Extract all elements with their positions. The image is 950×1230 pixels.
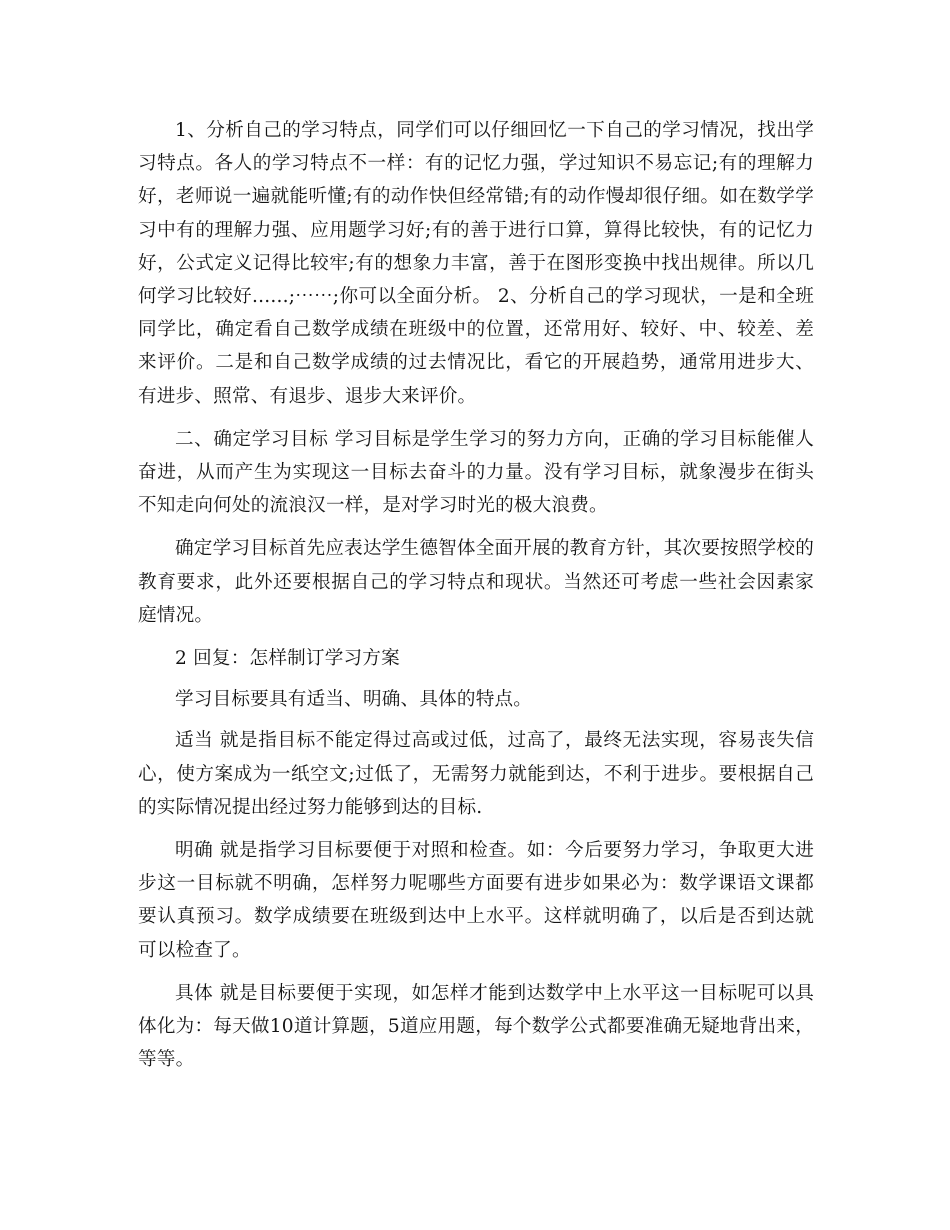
document-body bbox=[138, 114, 814, 1086]
paragraph-set-study-goals: 二、确定学习目标 学习目标是学生学习的努力方向，正确的学习目标能催人奋进，从而产生为实现这一目标去奋斗的力量。没有学习目标，就象漫步在街头不知走向何处的流浪汉一样，是对学习时光的极大浪费。 bbox=[138, 428, 814, 517]
paragraph-reply-heading: 2 回复：怎样制订学习方案 bbox=[175, 648, 400, 670]
paragraph-study-characteristics: 1、分析自己的学习特点，同学们可以仔细回忆一下自己的学习情况，找出学习特点。各人的学习特点不一样：有的记忆力强，学过知识不易忘记;有的理解力好，老师说一遍就能听懂;有的动作快但经常错;有的动作慢却很仔细。如在数学学习中有的理解力强、应用题学习好;有的善于进行口算，算得比较快，有的记忆力好，公式定义记得比较牢;有的想象力丰富，善于在图形变换中找出规律。所以几何学习比较好......;⋯⋯;你可以全面分析。 2、分析自己的学习现状，一是和全班同学比，确定看自己数学成绩在班级中的位置，还常用好、较好、中、较差、差来评价。二是和自己数学成绩的过去情况比，看它的开展趋势，通常用进步大、有进步、照常、有退步、退步大来评价。 bbox=[138, 120, 814, 407]
paragraph-goal-principles: 确定学习目标首先应表达学生德智体全面开展的教育方针，其次要按照学校的教育要求，此外还要根据自己的学习特点和现状。当然还可考虑一些社会因素家庭情况。 bbox=[138, 538, 814, 626]
paragraph-goal-features: 学习目标要具有适当、明确、具体的特点。 bbox=[175, 689, 533, 711]
paragraph-specific: 具体 就是目标要便于实现，如怎样才能到达数学中上水平这一目标呢可以具体化为：每天做10道计算题，5道应用题，每个数学公式都要准确无疑地背出来，等等。 bbox=[138, 982, 814, 1071]
paragraph-clear: 明确 就是指学习目标要便于对照和检查。如：今后要努力学习，争取更大进步这一目标就不明确，怎样努力呢哪些方面要有进步如果必为：数学课语文课都要认真预习。数学成绩要在班级到达中上水平。这样就明确了，以后是否到达就可以检查了。 bbox=[138, 840, 814, 961]
paragraph-appropriate: 适当 就是指目标不能定得过高或过低，过高了，最终无法实现，容易丧失信心，使方案成为一纸空文;过低了，无需努力就能到达，不利于进步。要根据自己的实际情况提出经过努力能够到达的目标. bbox=[138, 730, 814, 818]
